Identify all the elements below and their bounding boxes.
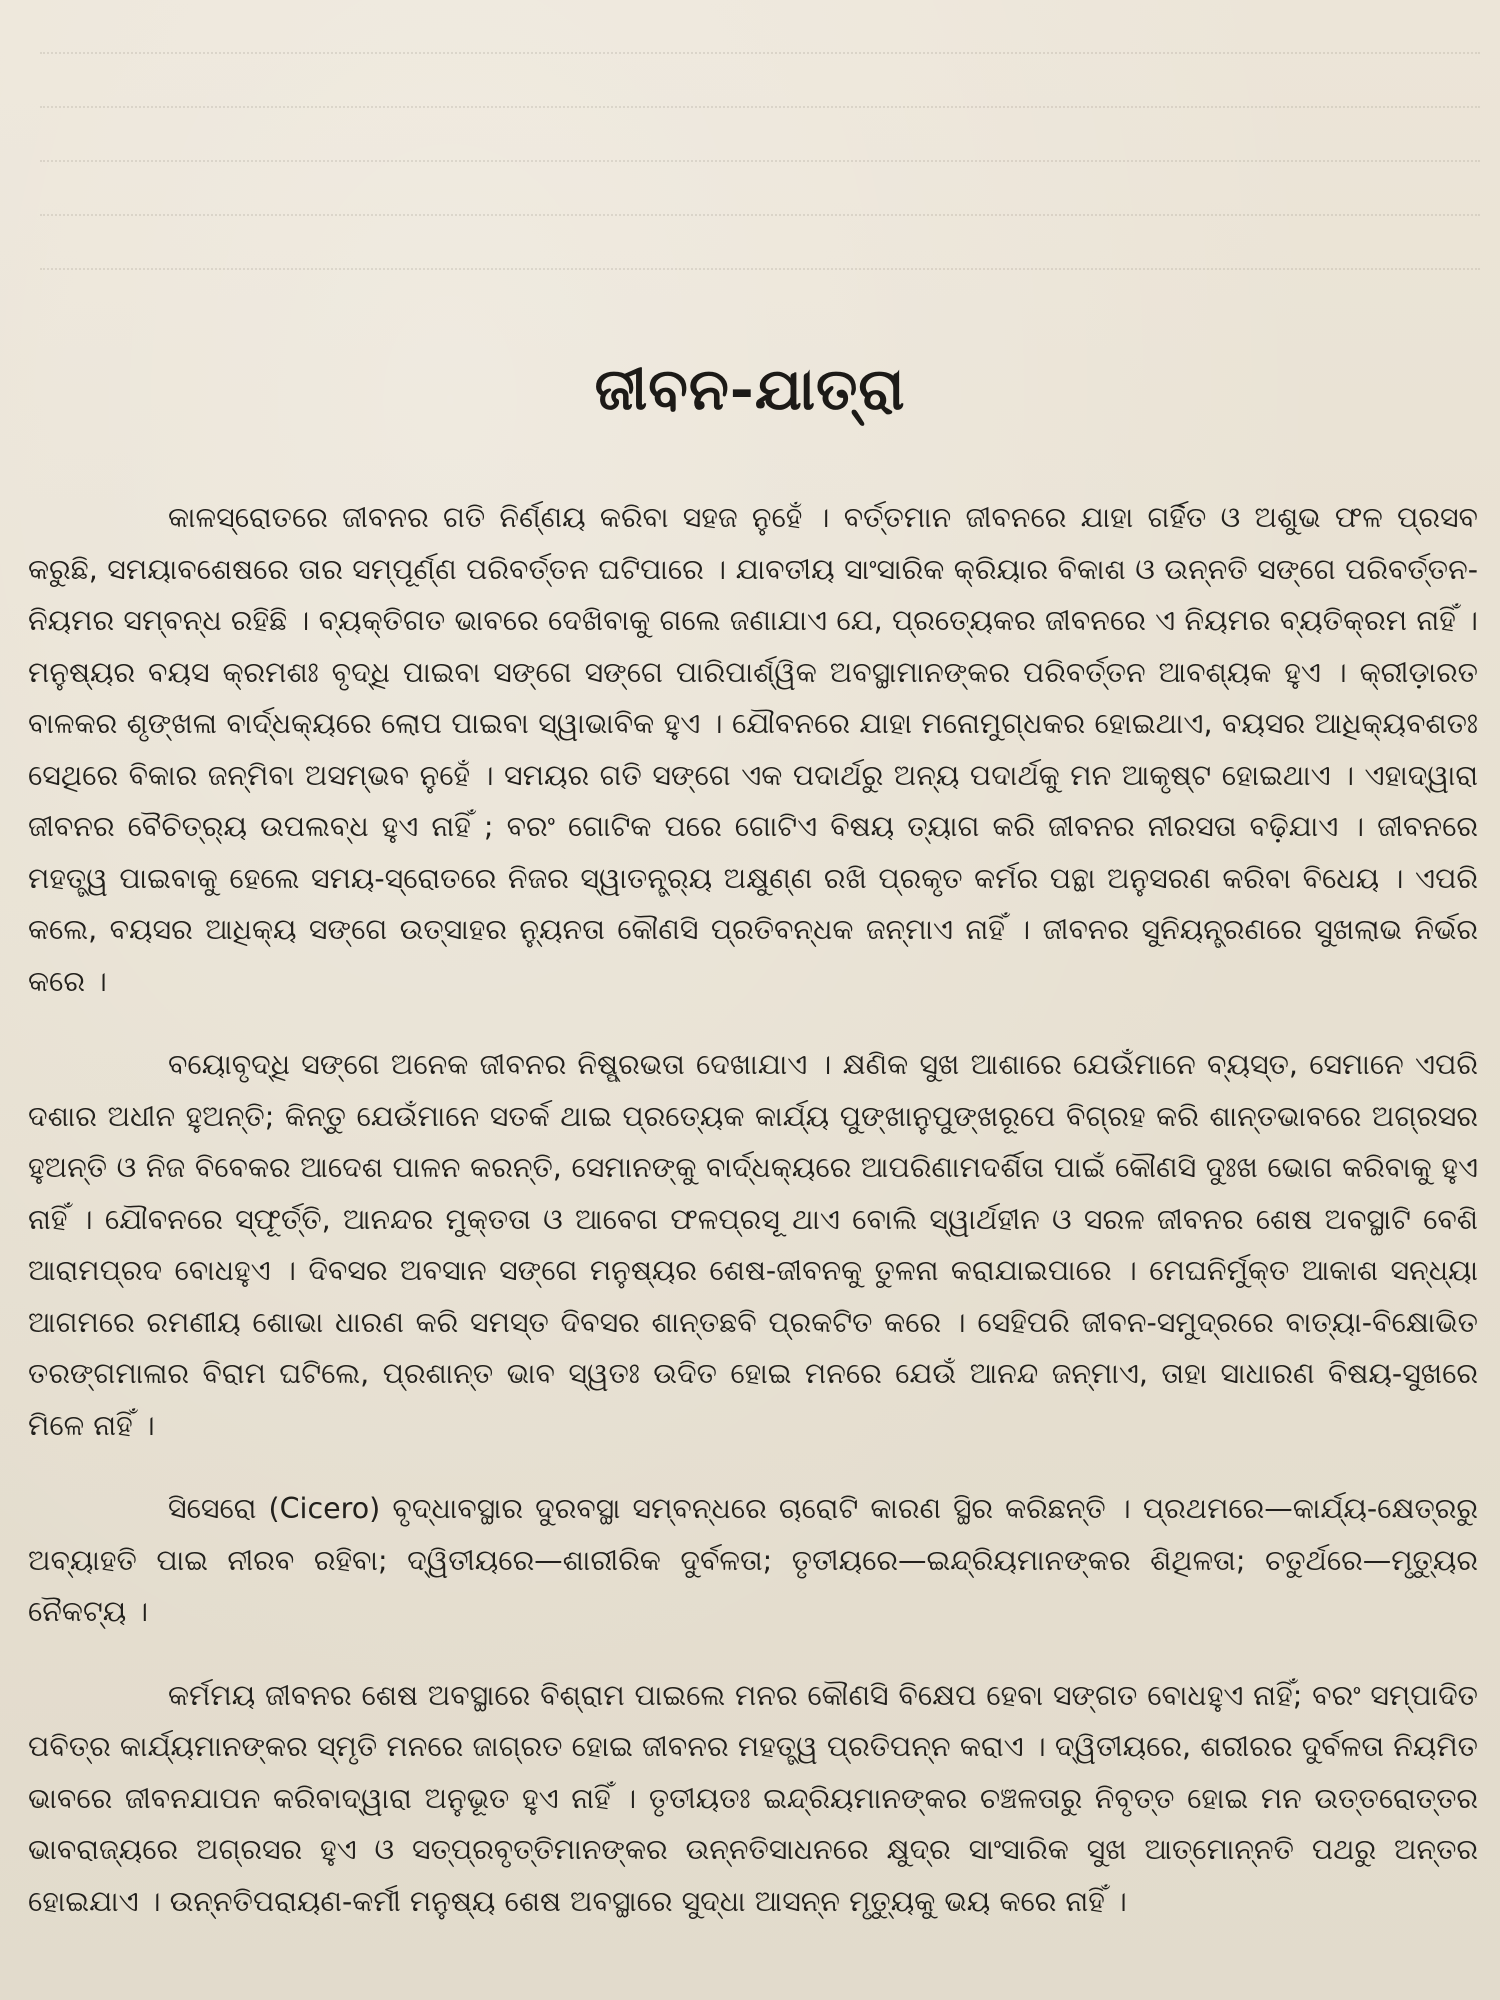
show-through-line — [40, 108, 1480, 162]
show-through-line — [40, 216, 1480, 270]
paragraph: ସିସେରୋ (Cicero) ବୃଦ୍ଧାବସ୍ଥାର ଦୁରବସ୍ଥା ସମ୍ବନ୍ଧରେ ଚାରୋଟି କାରଣ ସ୍ଥିର କରିଛନ୍ତି । ପ୍ରଥମରେ—କାର୍ଯ୍ୟ-କ୍ଷେତ୍ରରୁ ଅବ୍ୟାହତି ପାଇ ନୀରବ ରହିବା; ଦ୍ୱିତୀୟରେ—ଶାରୀରିକ ଦୁର୍ବଳତା; ତୃତୀୟରେ—ଇନ୍ଦ୍ରିୟମାନଙ୍କର ଶିଥିଳତା; ଚତୁର୍ଥରେ—ମୃତ୍ୟୁର ନୈକଟ୍ୟ । — [28, 1492, 1478, 1628]
paragraph: କାଳସ୍ରୋତରେ ଜୀବନର ଗତି ନିର୍ଣ୍ଣୟ କରିବା ସହଜ ନୁହେଁ । ବର୍ତ୍ତମାନ ଜୀବନରେ ଯାହା ଗର୍ହିତ ଓ ଅଶୁଭ ଫଳ ପ୍ରସବ କରୁଛି, ସମୟାବଶେଷରେ ତାର ସମ୍ପୂର୍ଣ୍ଣ ପରିବର୍ତ୍ତନ ଘଟିପାରେ । ଯାବତୀୟ ସାଂସାରିକ କ୍ରିୟାର ବିକାଶ ଓ ଉନ୍ନତି ସଙ୍ଗେ ପରିବର୍ତ୍ତନ-ନିୟମର ସମ୍ବନ୍ଧ ରହିଛି । ବ୍ୟକ୍ତିଗତ ଭାବରେ ଦେଖିବାକୁ ଗଲେ ଜଣାଯାଏ ଯେ, ପ୍ରତ୍ୟେକର ଜୀବନରେ ଏ ନିୟମର ବ୍ୟତିକ୍ରମ ନାହିଁ । ମନୁଷ୍ୟର ବୟସ କ୍ରମଶଃ ବୃଦ୍ଧି ପାଇବା ସଙ୍ଗେ ସଙ୍ଗେ ପାରିପାର୍ଶ୍ୱିକ ଅବସ୍ଥାମାନଙ୍କର ପରିବର୍ତ୍ତନ ଆବଶ୍ୟକ ହୁଏ । କ୍ରୀଡ଼ାରତ ବାଳକର ଶୃଙ୍ଖଳା ବାର୍ଦ୍ଧକ୍ୟରେ ଲୋପ ପାଇବା ସ୍ୱାଭାବିକ ହୁଏ । ଯୌବନରେ ଯାହା ମନୋମୁଗ୍ଧକର ହୋଇଥାଏ, ବୟସର ଆଧିକ୍ୟବଶତଃ ସେଥିରେ ବିକାର ଜନ୍ମିବା ଅସମ୍ଭବ ନୁହେଁ । ସମୟର ଗତି ସଙ୍ଗେ ଏକ ପଦାର୍ଥରୁ ଅନ୍ୟ ପଦାର୍ଥକୁ ମନ ଆକୃଷ୍ଟ ହୋଇଥାଏ । ଏହାଦ୍ୱାରା ଜୀବନର ବୈଚିତ୍ର୍ୟ ଉପଲବ୍ଧ ହୁଏ ନାହିଁ ; ବରଂ ଗୋଟିକ ପରେ ଗୋଟିଏ ବିଷୟ ତ୍ୟାଗ କରି ଜୀବନର ନୀରସତା ବଢ଼ିଯାଏ । ଜୀବନରେ ମହତ୍ତ୍ୱ ପାଇବାକୁ ହେଲେ ସମୟ-ସ୍ରୋତରେ ନିଜର ସ୍ୱାତନ୍ତ୍ର୍ୟ ଅକ୍ଷୁଣ୍ଣ ରଖି ପ୍ରକୃତ କର୍ମର ପନ୍ଥା ଅନୁସରଣ କରିବା ବିଧେୟ । ଏପରି କଲେ, ବୟସର ଆଧିକ୍ୟ ସଙ୍ଗେ ଉତ୍ସାହର ନ୍ୟୁନତା କୌଣସି ପ୍ରତିବନ୍ଧକ ଜନ୍ମାଏ ନାହିଁ । ଜୀବନର ସୁନିୟନ୍ତ୍ରଣରେ ସୁଖଲାଭ ନିର୍ଭର କରେ । — [28, 501, 1478, 998]
body-text — [28, 492, 1478, 1959]
show-through-text — [20, 0, 1480, 330]
show-through-line — [40, 0, 1480, 54]
show-through-line — [40, 162, 1480, 216]
paragraph: ବୟୋବୃଦ୍ଧି ସଙ୍ଗେ ଅନେକ ଜୀବନର ନିଷ୍ପ୍ରଭତା ଦେଖାଯାଏ । କ୍ଷଣିକ ସୁଖ ଆଶାରେ ଯେଉଁମାନେ ବ୍ୟସ୍ତ, ସେମାନେ ଏପରି ଦଶାର ଅଧୀନ ହୁଅନ୍ତି; କିନ୍ତୁ ଯେଉଁମାନେ ସତର୍କ ଥାଇ ପ୍ରତ୍ୟେକ କାର୍ଯ୍ୟ ପୁଙ୍ଖାନୁପୁଙ୍ଖରୂପେ ବିଗ୍ରହ କରି ଶାନ୍ତଭାବରେ ଅଗ୍ରସର ହୁଅନ୍ତି ଓ ନିଜ ବିବେକର ଆଦେଶ ପାଳନ କରନ୍ତି, ସେମାନଙ୍କୁ ବାର୍ଦ୍ଧକ୍ୟରେ ଆପରିଣାମଦର୍ଶିତା ପାଇଁ କୌଣସି ଦୁଃଖ ଭୋଗ କରିବାକୁ ହୁଏ ନାହିଁ । ଯୌବନରେ ସ୍ଫୂର୍ତ୍ତି, ଆନନ୍ଦର ମୁକ୍ତତା ଓ ଆବେଗ ଫଳପ୍ରସୂ ଥାଏ ବୋଲି ସ୍ୱାର୍ଥହୀନ ଓ ସରଳ ଜୀବନର ଶେଷ ଅବସ୍ଥାଟି ବେଶି ଆରାମପ୍ରଦ ବୋଧହୁଏ । ଦିବସର ଅବସାନ ସଙ୍ଗେ ମନୁଷ୍ୟର ଶେଷ-ଜୀବନକୁ ତୁଳନା କରାଯାଇପାରେ । ମେଘନିର୍ମୁକ୍ତ ଆକାଶ ସନ୍ଧ୍ୟା ଆଗମରେ ରମଣୀୟ ଶୋଭା ଧାରଣ କରି ସମସ୍ତ ଦିବସର ଶାନ୍ତଛବି ପ୍ରକଟିତ କରେ । ସେହିପରି ଜୀବନ-ସମୁଦ୍ରରେ ବାତ୍ୟା-ବିକ୍ଷୋଭିତ ତରଙ୍ଗମାଳାର ବିରାମ ଘଟିଲେ, ପ୍ରଶାନ୍ତ ଭାବ ସ୍ୱତଃ ଉଦିତ ହୋଇ ମନରେ ଯେଉଁ ଆନନ୍ଦ ଜନ୍ମାଏ, ତାହା ସାଧାରଣ ବିଷୟ-ସୁଖରେ ମିଳେ ନାହିଁ । — [28, 1048, 1478, 1442]
show-through-line — [40, 54, 1480, 108]
paragraph: କର୍ମମୟ ଜୀବନର ଶେଷ ଅବସ୍ଥାରେ ବିଶ୍ରାମ ପାଇଲେ ମନର କୌଣସି ବିକ୍ଷେପ ହେବା ସଙ୍ଗତ ବୋଧହୁଏ ନାହିଁ; ବରଂ ସମ୍ପାଦିତ ପବିତ୍ର କାର୍ଯ୍ୟମାନଙ୍କର ସ୍ମୃତି ମନରେ ଜାଗ୍ରତ ହୋଇ ଜୀବନର ମହତ୍ତ୍ୱ ପ୍ରତିପନ୍ନ କରାଏ । ଦ୍ୱିତୀୟରେ, ଶରୀରର ଦୁର୍ବଳତା ନିୟମିତ ଭାବରେ ଜୀବନଯାପନ କରିବାଦ୍ୱାରା ଅନୁଭୂତ ହୁଏ ନାହିଁ । ତୃତୀୟତଃ ଇନ୍ଦ୍ରିୟମାନଙ୍କର ଚଞ୍ଚଳତାରୁ ନିବୃତ୍ତ ହୋଇ ମନ ଉତ୍ତରୋତ୍ତର ଭାବରାଜ୍ୟରେ ଅଗ୍ରସର ହୁଏ ଓ ସତ୍‌ପ୍ରବୃତ୍ତିମାନଙ୍କର ଉନ୍ନତିସାଧନରେ କ୍ଷୁଦ୍ର ସାଂସାରିକ ସୁଖ ଆତ୍ମୋନ୍ନତି ପଥରୁ ଅନ୍ତର ହୋଇଯାଏ । ଉନ୍ନତିପରାୟଣ-କର୍ମୀ ମନୁଷ୍ୟ ଶେଷ ଅବସ୍ଥାରେ ସୁଦ୍ଧା ଆସନ୍ନ ମୃତ୍ୟୁକୁ ଭୟ କରେ ନାହିଁ । — [28, 1678, 1478, 1918]
chapter-title: ଜୀବନ-ଯାତ୍ରା — [594, 355, 906, 423]
